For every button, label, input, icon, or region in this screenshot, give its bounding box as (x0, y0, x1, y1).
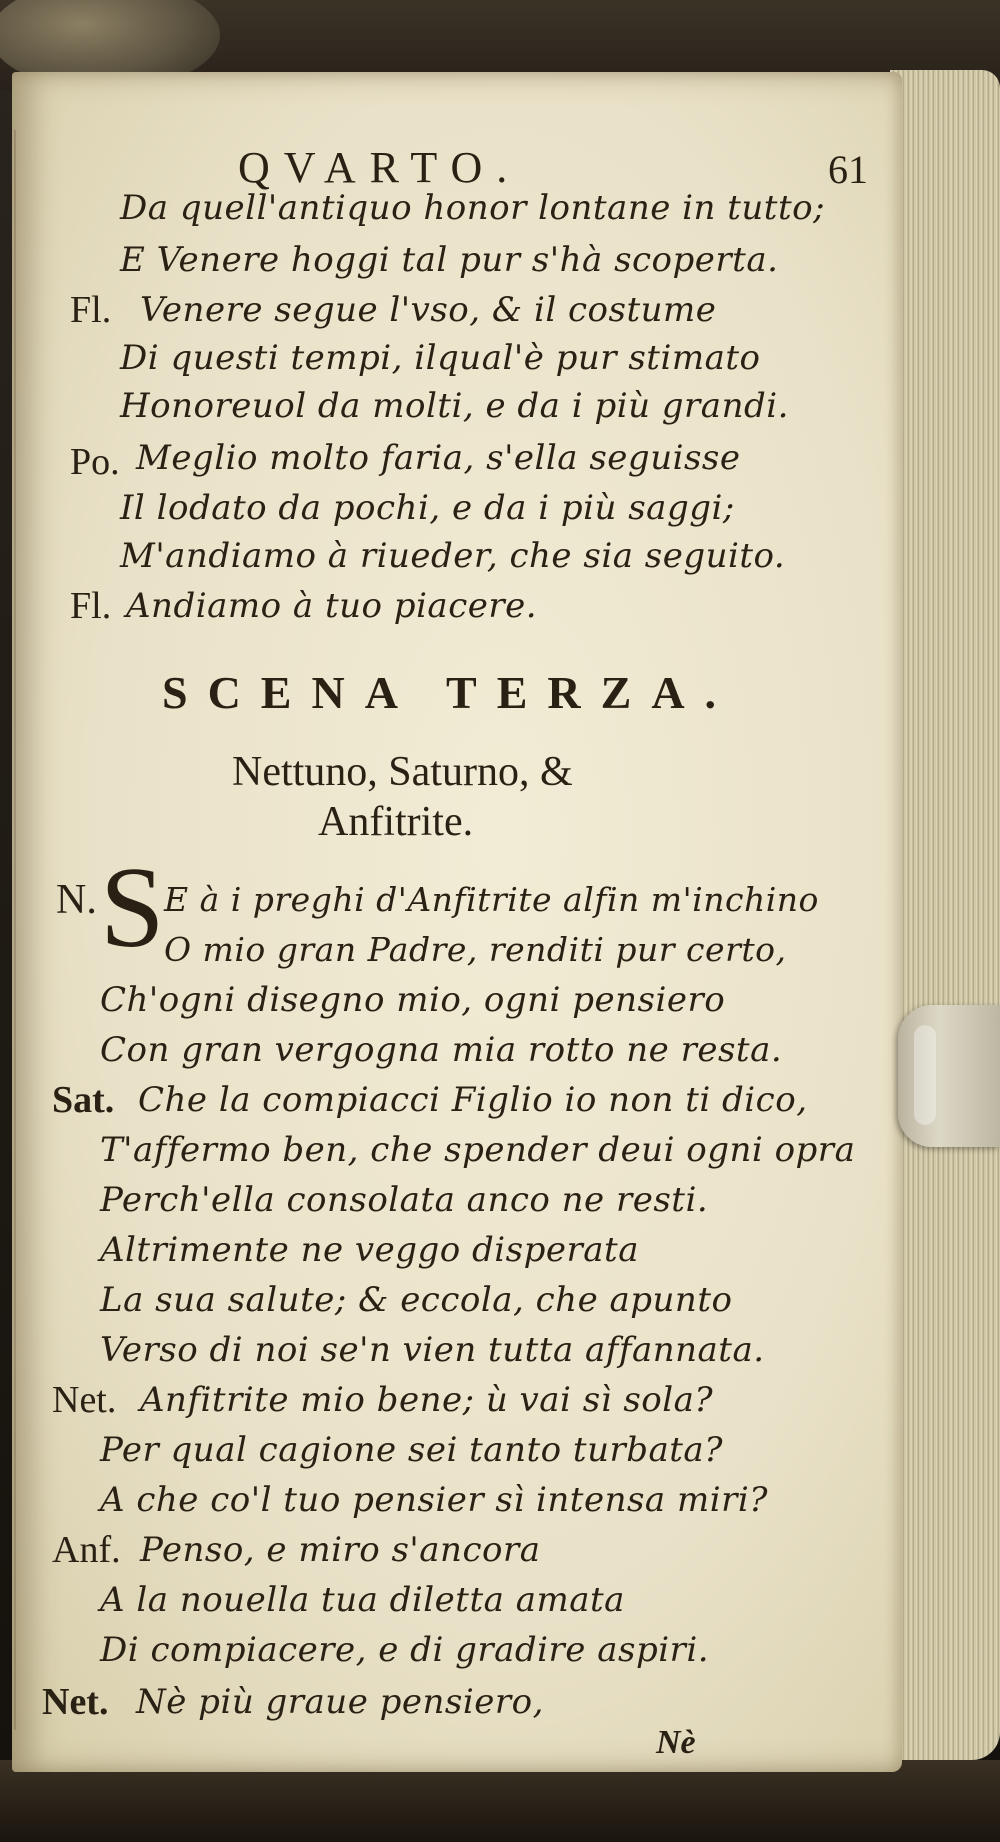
speaker-label: Net. (42, 1681, 109, 1723)
running-title: QVARTO. (238, 143, 522, 192)
line: T'affermo ben, che spender deui ogni opra (100, 1130, 856, 1170)
line: Penso, e miro s'ancora (140, 1530, 541, 1570)
speaker-label: Anf. (52, 1529, 121, 1571)
speaker-label: Fl. (70, 289, 112, 331)
margin-rule (14, 130, 16, 1730)
ribbon-tab (898, 1005, 1000, 1147)
speaker-label: Sat. (52, 1079, 115, 1121)
line: Nè più graue pensiero, (136, 1682, 544, 1722)
line: M'andiamo à riueder, che sia seguito. (120, 536, 786, 576)
scene-persons-line1: Nettuno, Saturno, & (232, 749, 573, 795)
line: Meglio molto faria, s'ella seguisse (136, 438, 741, 478)
scene-persons-line2: Anfitrite. (318, 799, 474, 845)
line: La sua salute; & eccola, che apunto (100, 1280, 733, 1320)
line: Andiamo à tuo piacere. (126, 586, 538, 626)
line: Perch'ella consolata anco ne resti. (100, 1180, 709, 1220)
catchword: Nè (656, 1724, 696, 1761)
line: Di compiacere, e di gradire aspiri. (100, 1630, 710, 1670)
page-stack (890, 70, 1000, 1760)
line: Altrimente ne veggo disperata (100, 1230, 639, 1270)
line: A che co'l tuo pensier sì intensa miri? (100, 1480, 768, 1520)
line: O mio gran Padre, renditi pur certo, (164, 930, 787, 969)
line: Venere segue l'vso, & il costume (140, 290, 717, 330)
line: Verso di noi se'n vien tutta affannata. (100, 1330, 765, 1370)
speaker-label: N. (56, 877, 97, 923)
line: E à i preghi d'Anfitrite alfin m'inchino (164, 880, 819, 919)
book-bottom-edge (0, 1760, 1000, 1842)
line: Anfitrite mio bene; ù vai sì sola? (140, 1380, 714, 1420)
scene-title: SCENA TERZA. (162, 667, 737, 718)
line: Il lodato da pochi, e da i più saggi; (120, 488, 735, 528)
speaker-label: Net. (52, 1379, 117, 1421)
line: Con gran vergogna mia rotto ne resta. (100, 1030, 783, 1070)
line: Di questi tempi, ilqual'è pur stimato (120, 338, 761, 378)
line: Da quell'antiquo honor lontane in tutto; (120, 188, 826, 228)
line: Che la compiacci Figlio io non ti dico, (138, 1080, 808, 1120)
drop-cap: S (100, 844, 165, 972)
speaker-label: Po. (70, 441, 120, 483)
page-number: 61 (828, 147, 868, 192)
speaker-label: Fl. (70, 585, 112, 627)
line: Per qual cagione sei tanto turbata? (100, 1430, 723, 1470)
line: E Venere hoggi tal pur s'hà scoperta. (120, 240, 779, 280)
line: Honoreuol da molti, e da i più grandi. (120, 386, 789, 426)
line: A la nouella tua diletta amata (100, 1580, 625, 1620)
line: Ch'ogni disegno mio, ogni pensiero (100, 980, 726, 1020)
